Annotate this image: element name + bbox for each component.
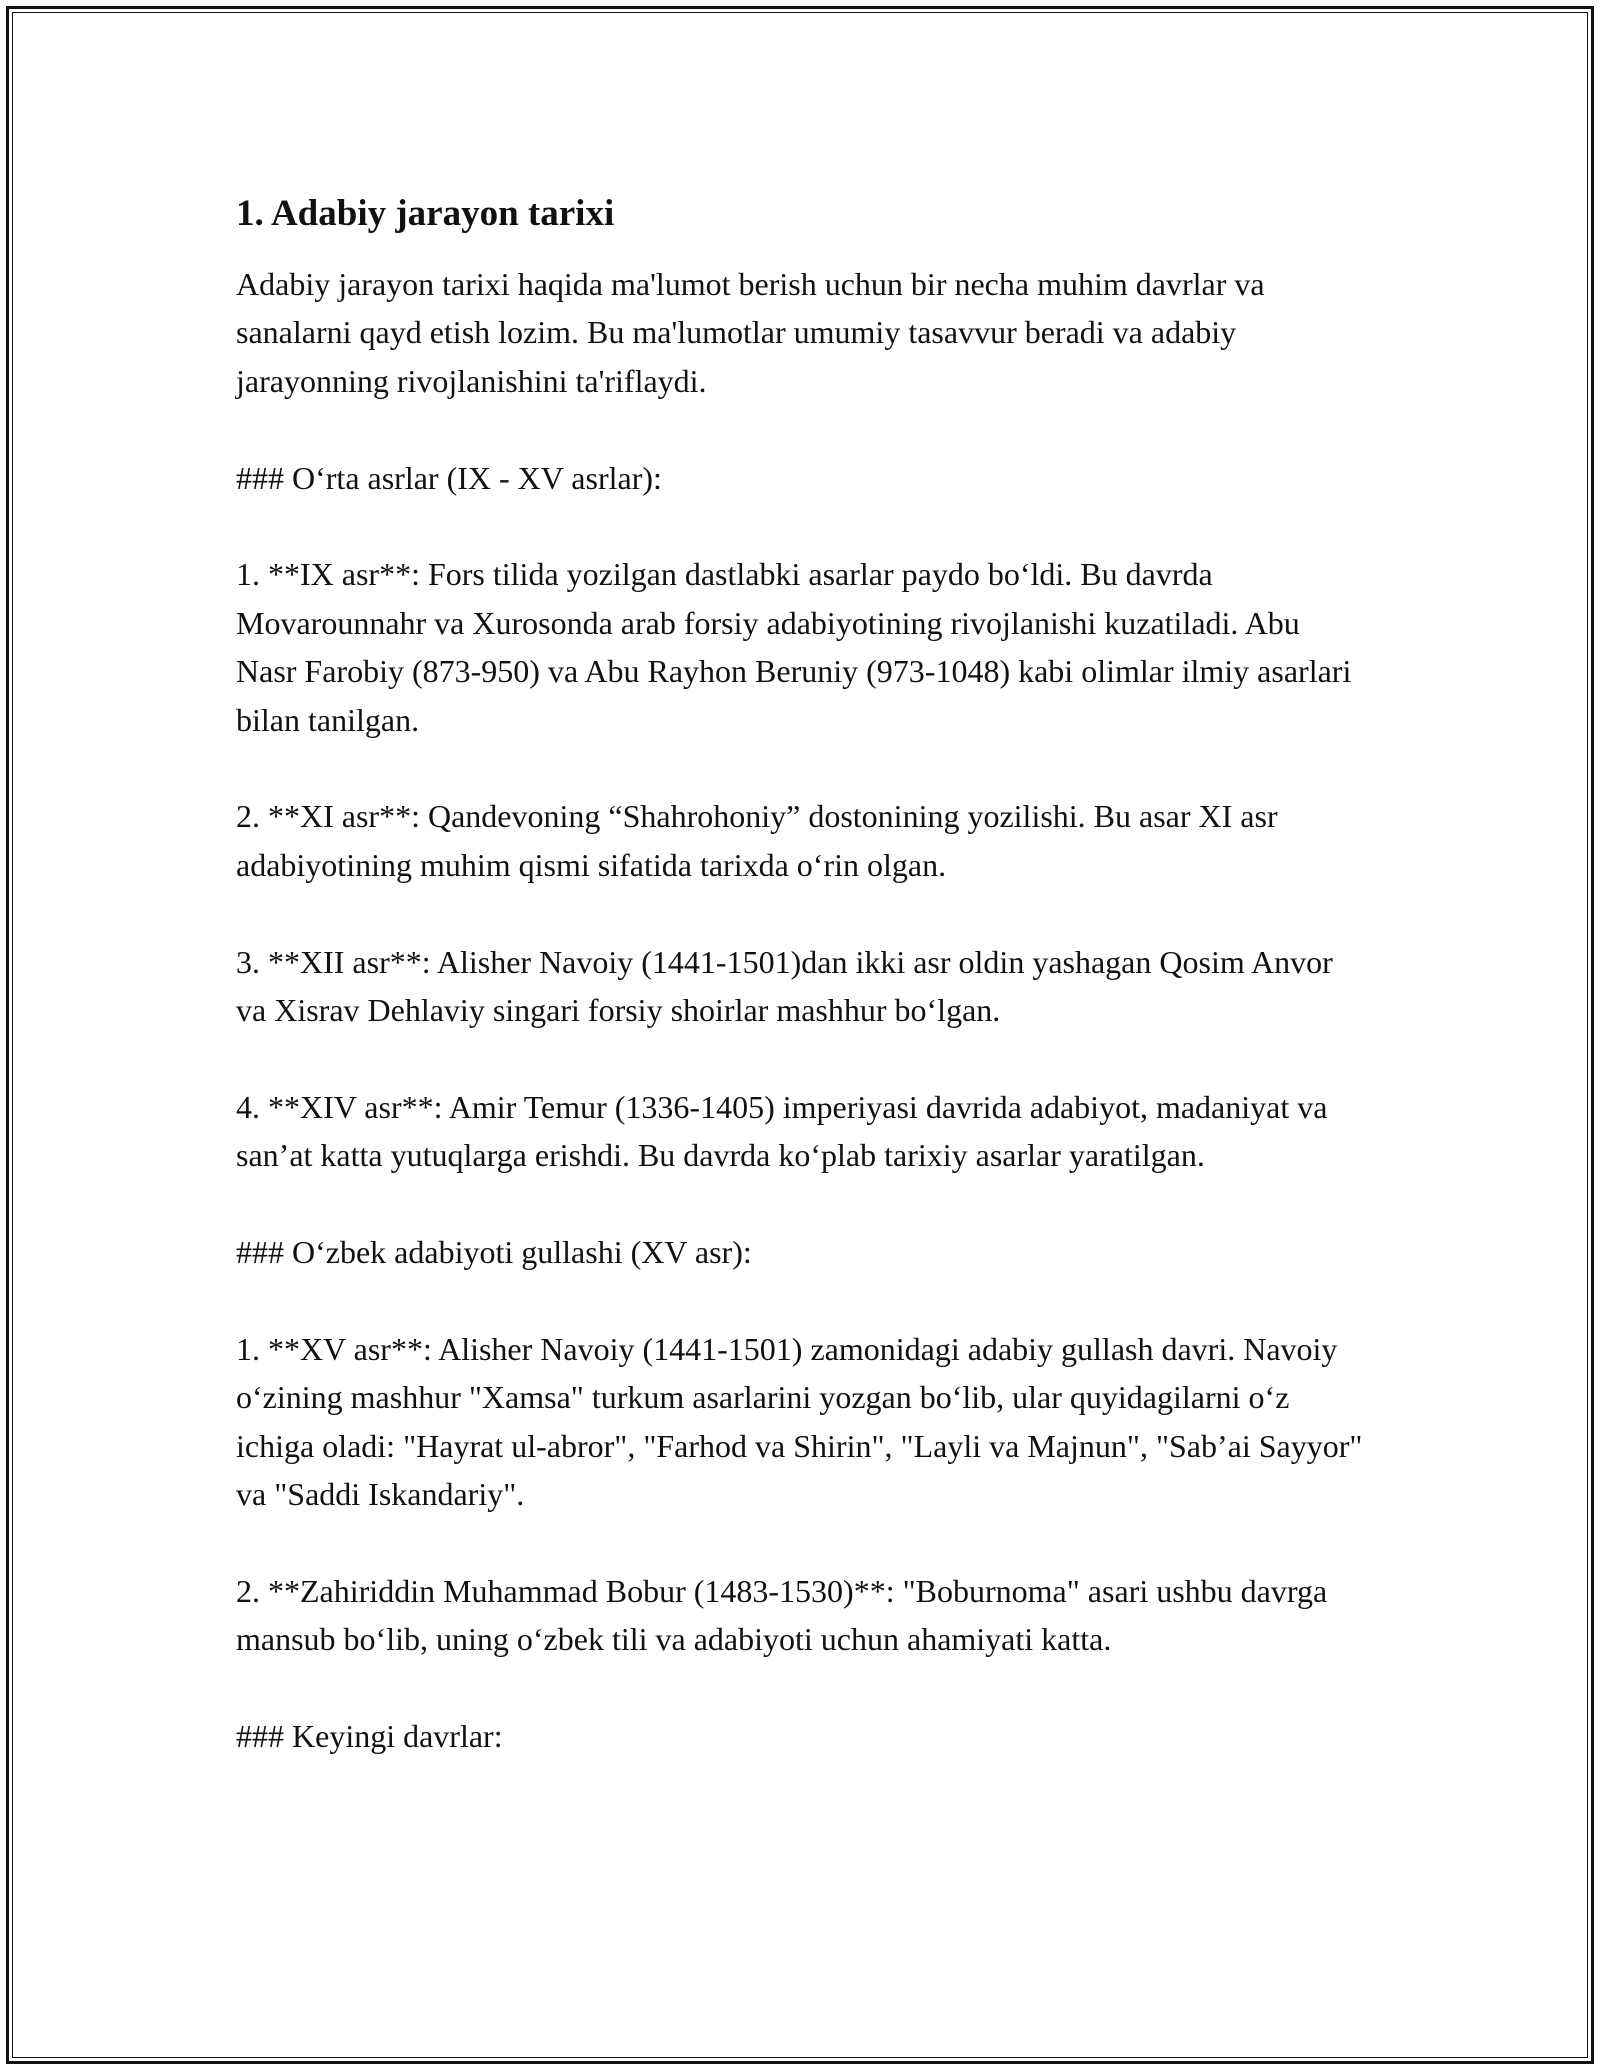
list-item-xi-century: 2. **XI asr**: Qandevoning “Shahrohoniy” dostonining yozilishi. Bu asar XI asr adabiyotining muhim qismi sifatida tarixda o‘rin olgan. bbox=[236, 798, 1278, 883]
list-item-ix-century: 1. **IX asr**: Fors tilida yozilgan dastlabki asarlar paydo bo‘ldi. Bu davrda Movarounnahr va Xurosonda arab forsiy adabiyotining rivojlanishi kuzatiladi. Abu Nasr Farobiy (873-950) va Abu Rayhon Beruniy (973-1048) kabi olimlar ilmiy asarlari bilan tanilgan. bbox=[236, 556, 1352, 738]
document-title: 1. Adabiy jarayon tarixi bbox=[236, 193, 615, 234]
list-item-babur: 2. **Zahiriddin Muhammad Bobur (1483-1530)**: "Boburnoma" asari ushbu davrga mansub bo‘lib, uning o‘zbek tili va adabiyoti uchun ahamiyati katta. bbox=[236, 1572, 1328, 1658]
intro-paragraph: Adabiy jarayon tarixi haqida ma'lumot berish uchun bir necha muhim davrlar va sanalarni qayd etish lozim. Bu ma'lumotlar umumiy tasavvur beradi va adabiy jarayonning rivojlanishini ta'riflaydi. bbox=[236, 266, 1265, 399]
section-heading-uzbek-literature: ### O‘zbek adabiyoti gullashi (XV asr): bbox=[236, 1234, 752, 1271]
list-item-xii-century: 3. **XII asr**: Alisher Navoiy (1441-1501)dan ikki asr oldin yashagan Qosim Anvor va Xisrav Dehlaviy singari forsiy shoirlar mashhur bo‘lgan. bbox=[236, 943, 1333, 1029]
list-item-xiv-century: 4. **XIV asr**: Amir Temur (1336-1405) imperiyasi davrida adabiyot, madaniyat va san’at katta yutuqlarga erishdi. Bu davrda ko‘plab tarixiy asarlar yaratilgan. bbox=[236, 1088, 1328, 1174]
list-item-xv-century: 1. **XV asr**: Alisher Navoiy (1441-1501) zamonidagi adabiy gullash davri. Navoiy o‘zining mashhur "Xamsa" turkum asarlarini yozgan bo‘lib, ular quyidagilarni o‘z ichiga oladi: "Hayrat ul-abror", "Farhod va Shirin", "Layli va Majnun", "Sab’ai Sayyor" va "Saddi Iskandariy". bbox=[236, 1330, 1363, 1513]
section-heading-middle-ages: ### O‘rta asrlar (IX - XV asrlar): bbox=[236, 459, 662, 496]
document-body bbox=[236, 190, 1366, 1760]
section-heading-later-periods: ### Keyingi davrlar: bbox=[236, 1718, 503, 1755]
